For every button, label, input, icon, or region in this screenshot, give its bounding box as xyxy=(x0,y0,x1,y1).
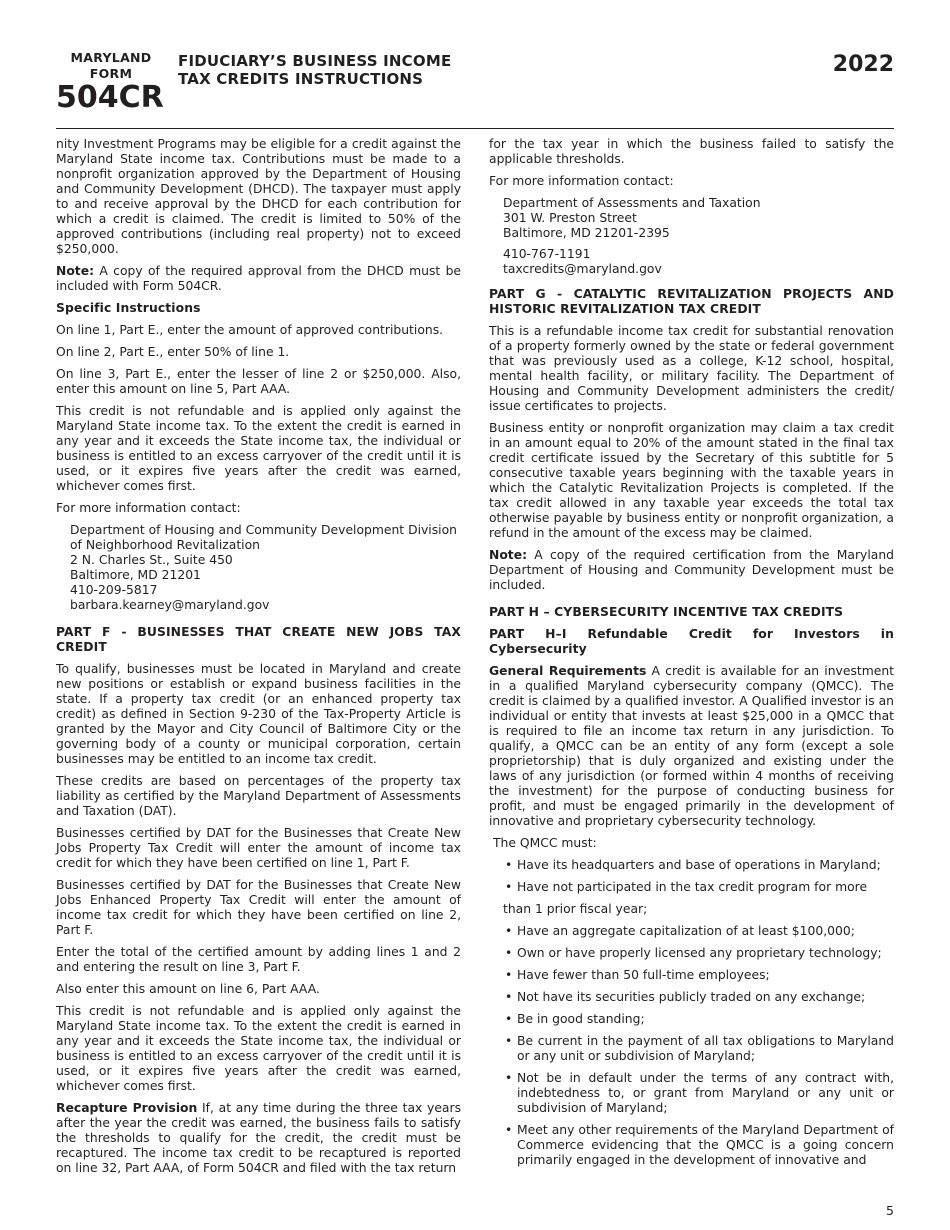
paragraph: Businesses certified by DAT for the Businesses that Create New Jobs Enhanced Property Tax Credit will enter the amount of income tax credit for which they have been certified on line 2, Part F. xyxy=(56,878,461,937)
list-item: • Be in good standing; xyxy=(489,1012,894,1027)
recapture-paragraph xyxy=(56,1101,461,1176)
paragraph: This credit is not refundable and is applied only against the Maryland State income tax. To the extent the credit is earned in any year and it exceeds the State income tax, the individual or business is entitled to an excess carryover of the credit until it is used, or it expires five years after the credit was earned, whichever comes first. xyxy=(56,1004,461,1093)
address-line: Department of Housing and Community Development Division xyxy=(70,523,457,537)
part-g-heading: PART G - CATALYTIC REVITALIZATION PROJECTS AND HISTORIC REVITALIZATION TAX CREDIT xyxy=(489,287,894,316)
part-h-heading: PART H – CYBERSECURITY INCENTIVE TAX CREDITS xyxy=(489,605,844,619)
list-item: • Have fewer than 50 full-time employees; xyxy=(489,968,894,983)
note-text: A copy of the required approval from the DHCD must be included with Form 504CR. xyxy=(56,264,461,293)
section-heading: Specific Instructions xyxy=(56,301,201,315)
paragraph: Businesses certified by DAT for the Businesses that Create New Jobs Property Tax Credit will enter the amount of income tax credit for which they have been certified on line 1, Part F. xyxy=(56,826,461,870)
state-label: MARYLAND xyxy=(70,50,152,65)
requirements-list xyxy=(489,924,894,1168)
phone-number: 410-209-5817 xyxy=(70,583,158,597)
list-item: • Have an aggregate capitalization of at least $100,000; xyxy=(489,924,894,939)
address-line: 301 W. Preston Street xyxy=(503,211,637,225)
paragraph: Also enter this amount on line 6, Part AAA. xyxy=(56,982,320,996)
paragraph: This credit is not refundable and is applied only against the Maryland State income tax. To the extent the credit is earned in any year and it exceeds the State income tax, the individual or business is entitled to an excess carryover of the credit until it is used, or it expires five years after the credit was earned, whichever comes first. xyxy=(56,404,461,493)
paragraph: This is a refundable income tax credit for substantial renovation of a property formerly owned by the state or federal government that was previously used as a college, K-12 school, hospital, mental health facility, or military facility. The Department of Housing and Community Development administers the credit/ issue certificates to projects. xyxy=(489,324,894,413)
list-item: • Be current in the payment of all tax obligations to Maryland or any unit or subdivision of Maryland; xyxy=(489,1034,894,1064)
list-item: • Have not participated in the tax credit program for more xyxy=(489,880,894,895)
list-item: • Have its headquarters and base of operations in Maryland; xyxy=(489,858,894,873)
paragraph: For more information contact: xyxy=(56,501,241,515)
general-requirements-paragraph xyxy=(489,664,894,829)
page-number: 5 xyxy=(886,1203,894,1218)
list-item: • Not be in default under the terms of any contract with, indebtedness to, or grant from Maryland or any unit or subdivision of Maryland; xyxy=(489,1071,894,1116)
address-line: of Neighborhood Revitalization xyxy=(70,538,260,552)
address-line: Department of Assessments and Taxation xyxy=(503,196,761,210)
email-address: taxcredits@maryland.gov xyxy=(503,262,662,276)
paragraph: On line 1, Part E., enter the amount of approved contributions. xyxy=(56,323,444,337)
list-item: • Meet any other requirements of the Maryland Department of Commerce evidencing that the QMCC is a going concern primarily engaged in the development of innovative and xyxy=(489,1123,894,1168)
left-column xyxy=(56,137,461,1183)
paragraph: These credits are based on percentages of the property tax liability as certified by the Maryland Department of Assessments and Taxation (DAT). xyxy=(56,774,461,818)
tax-year: 2022 xyxy=(832,52,894,77)
paragraph: Business entity or nonprofit organization may claim a tax credit in an amount equal to 20% of the amount stated in the final tax credit certificate issued by the Secretary of this subtitle for 5 consecutive taxable years beginning with the taxable years in which the Catalytic Revitalization Projects is completed. If the tax credit allowed in any taxable year exceeds the total tax otherwise payable by business entity or nonprofit organization, a refund in the amount of the excess may be claimed. xyxy=(489,421,894,540)
list-item: • Not have its securities publicly traded on any exchange; xyxy=(489,990,894,1005)
note-label: Note: xyxy=(56,264,95,278)
right-column xyxy=(489,137,894,1175)
qmcc-intro: The QMCC must: xyxy=(493,836,597,850)
form-label: FORM xyxy=(89,66,133,81)
paragraph: To qualify, businesses must be located in Maryland and create new positions or establish or expand business facilities in the state. If a property tax credit (or an enhanced property tax credit) as defined in Section 9-230 of the Tax-Property Article is granted by the Mayor and City Council of Baltimore City or the governing body of a county or municipal corporation, certain businesses may be entitled to an income tax credit. xyxy=(56,662,461,766)
paragraph: For more information contact: xyxy=(489,174,674,188)
list-item-continuation: than 1 prior fiscal year; xyxy=(503,902,648,916)
paragraph: for the tax year in which the business failed to satisfy the applicable thresholds. xyxy=(489,137,894,166)
paragraph: nity Investment Programs may be eligible for a credit against the Maryland State income tax. Contributions must be made to a nonprofit organization approved by the Department of Housing and Community Development (DHCD). The taxpayer must apply to and receive approval by the DHCD for each contribution for which a credit is claimed. The credit is limited to 50% of the approved contributions (including real property) not to exceed $250,000. xyxy=(56,137,461,256)
list-item: • Own or have properly licensed any proprietary technology; xyxy=(489,946,894,961)
contact-address xyxy=(503,196,894,277)
contact-address xyxy=(70,523,461,613)
title-line-1: FIDUCIARY’S BUSINESS INCOME xyxy=(178,52,452,70)
recapture-text: If, at any time during the three tax years after the year the credit was earned, the business fails to satisfy the thresholds to qualify for the credit, the credit must be recaptured. The income tax credit to be recaptured is reported on line 32, Part AAA, of Form 504CR and filed with the tax return xyxy=(56,1101,461,1175)
address-line: 2 N. Charles St., Suite 450 xyxy=(70,553,233,567)
general-requirements-text: A credit is available for an investment in a qualified Maryland cybersecurity company (QMCC). The credit is claimed by a qualified investor. A Qualified investor is an individual or entity that invests at least $25,000 in a QMCC that is required to file an income tax return in any jurisdiction. To qualify, a QMCC can be an entity of any form (except a sole proprietorship) that is duly organized and existing under the laws of any jurisdiction (or formed within 4 months of receiving the investment) for the purpose of conducting business for profit, and must be engaged primarily in the development of innovative and proprietary cybersecurity technology. xyxy=(489,664,895,828)
part-f-heading: PART F - BUSINESSES THAT CREATE NEW JOBS TAX CREDIT xyxy=(56,625,461,654)
recapture-label: Recapture Provision xyxy=(56,1101,198,1115)
address-line: Baltimore, MD 21201 xyxy=(70,568,201,582)
paragraph: Enter the total of the certified amount by adding lines 1 and 2 and entering the result on line 3, Part F. xyxy=(56,945,461,974)
note-paragraph xyxy=(489,548,894,593)
form-number: 504CR xyxy=(56,80,164,115)
requirements-list xyxy=(489,858,894,895)
address-line: Baltimore, MD 21201-2395 xyxy=(503,226,670,240)
form-identifier xyxy=(56,50,166,113)
page-title xyxy=(178,52,451,88)
paragraph: On line 2, Part E., enter 50% of line 1. xyxy=(56,345,290,359)
note-paragraph xyxy=(56,264,461,294)
part-h-i-heading: PART H–I Refundable Credit for Investors in Cybersecurity xyxy=(489,627,894,656)
email-address: barbara.kearney@maryland.gov xyxy=(70,598,270,612)
title-line-2: TAX CREDITS INSTRUCTIONS xyxy=(178,70,424,88)
phone-number: 410-767-1191 xyxy=(503,247,591,261)
note-label: Note: xyxy=(489,548,528,562)
general-requirements-label: General Requirements xyxy=(489,664,647,678)
page-header xyxy=(56,50,894,129)
paragraph: On line 3, Part E., enter the lesser of line 2 or $250,000. Also, enter this amount on line 5, Part AAA. xyxy=(56,367,461,396)
note-text: A copy of the required certification from the Maryland Department of Housing and Community Development must be included. xyxy=(489,548,894,592)
